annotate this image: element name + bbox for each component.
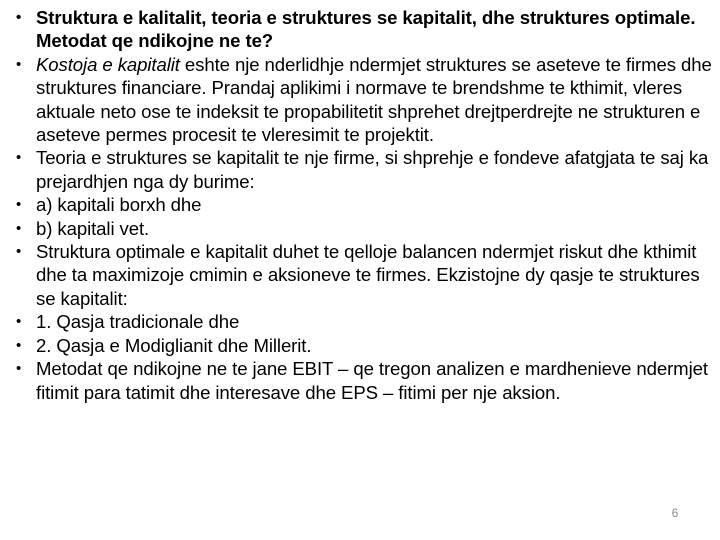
bullet-icon: •	[16, 196, 22, 214]
bullet-text: 2. Qasja e Modiglianit dhe Millerit.	[36, 334, 312, 356]
bullet-text: eshte nje nderlidhje ndermjet struktures se aseteve te firmes dhe struktures financiare. Prandaj aplikimi i normave te brendshme te kthimit, vleres aktuale neto ose te indeksit te propabilitetit shprehet drejtperdrejte ne strukturen e aseteve permes procesit te vleresimit te projektit.	[36, 53, 712, 146]
bullet-item-mm-approach	[12, 334, 712, 357]
bullet-icon: •	[16, 360, 22, 378]
bullet-icon: •	[16, 243, 22, 261]
bullet-text: Struktura optimale e kapitalit duhet te qelloje balancen ndermjet riskut dhe kthimit dhe ta maximizoje cmimin e aksioneve te firmes. Ekzistojne dy qasje te struktures se kapitalit:	[36, 241, 700, 309]
bullet-text: b) kapitali vet.	[36, 217, 150, 239]
bullet-item-debt-capital	[12, 193, 712, 216]
bullet-lead-term: Kostoja e kapitalit	[36, 53, 180, 75]
bullet-item-cost-of-capital	[12, 53, 712, 147]
bullet-text: Teoria e struktures se kapitalit te nje firme, si shprehje e fondeve afatgjata te saj ka prejardhjen nga dy burime:	[36, 147, 709, 192]
bullet-list	[12, 6, 712, 404]
page-number: 6	[671, 506, 679, 520]
bullet-text: a) kapitali borxh dhe	[36, 194, 202, 216]
bullet-icon: •	[16, 219, 22, 237]
bullet-item-equity-capital	[12, 217, 712, 240]
bullet-item-optimal-structure	[12, 240, 712, 310]
bullet-icon: •	[16, 9, 22, 26]
bullet-item-theory	[12, 146, 712, 193]
bullet-text: 1. Qasja tradicionale dhe	[36, 311, 240, 333]
bullet-icon: •	[16, 149, 22, 167]
bullet-text: Metodat qe ndikojne ne te jane EBIT – qe tregon analizen e mardhenieve ndermjet fitimit para tatimit dhe interesave dhe EPS – fitimi per nje aksion.	[36, 358, 708, 403]
bullet-icon: •	[16, 313, 22, 331]
bullet-item-heading	[12, 6, 712, 53]
bullet-text: Struktura e kalitalit, teoria e struktures se kapitalit, dhe struktures optimale. Metodat qe ndikojne ne te?	[36, 7, 696, 52]
bullet-item-traditional-approach	[12, 310, 712, 333]
bullet-item-methods	[12, 357, 712, 404]
bullet-icon: •	[16, 336, 22, 354]
bullet-icon: •	[16, 55, 22, 73]
